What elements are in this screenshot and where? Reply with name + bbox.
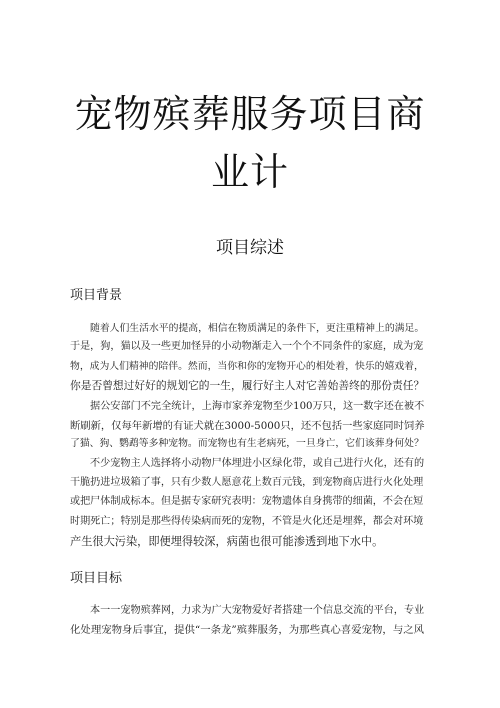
background-line: 据公安部门不完全统计，上海市家养宠物至少100万只，这一数字还在被不 [90,401,425,412]
background-line: 产生很大污染，即便埋得较深，病菌也很可能渗透到地下水中。 [70,535,384,548]
background-heading: 项目背景 [70,288,123,303]
background-line: 时期死亡；特别是那些得传染病而死的宠物，不管是火化还是埋葬，都会对环境 [70,516,424,527]
background-line: 了猫、狗、鹦鹉等多种宠物。而宠物也有生老病死，一旦身亡，它们该葬身何处？ [70,438,424,449]
goal-line: 化处理宠物身后事宜，提供“一条龙”殡葬服务，为那些真心喜爱宠物，与之风 [70,624,425,636]
background-line: 物，成为人们精神的陪伴。然而，当你和你的宠物开心的相处着，快乐的嬉戏着， [70,361,424,372]
background-line: 干脆扔进垃圾箱了事，只有少数人愿意花上数百元钱，到宠物商店进行火化处理 [70,477,424,488]
background-line: 于是，狗，猫以及一些更加怪异的小动物渐走入一个个不同条件的家庭，成为宠 [70,341,424,352]
background-line: 随着人们生活水平的提高，相信在物质满足的条件下，更注重精神上的满足。 [90,323,425,334]
background-line: 或把尸体制成标本。但是据专家研究表明：宠物遗体自身携带的细菌，不会在短 [70,496,424,507]
goal-line: 本一一宠物殡葬网，力求为广大宠物爱好者搭建一个信息交流的平台，专业 [90,605,425,616]
document-title-line-2: 业计 [210,150,289,194]
section-title: 项目综述 [216,238,284,258]
background-line: 你是否曾想过好好的规划它的一生，履行好主人对它善始善终的那份责任？ [70,379,425,392]
background-line: 断刷新，仅每年新增的有证犬就在3000-5000只，还不包括一些家庭同时饲养 [70,420,425,432]
document-title-line-1: 宠物殡葬服务项目商 [74,92,426,136]
goal-heading: 项目目标 [70,571,123,586]
background-line: 不少宠物主人选择将小动物尸体埋进小区绿化带，或自己进行火化，还有的 [90,458,425,469]
